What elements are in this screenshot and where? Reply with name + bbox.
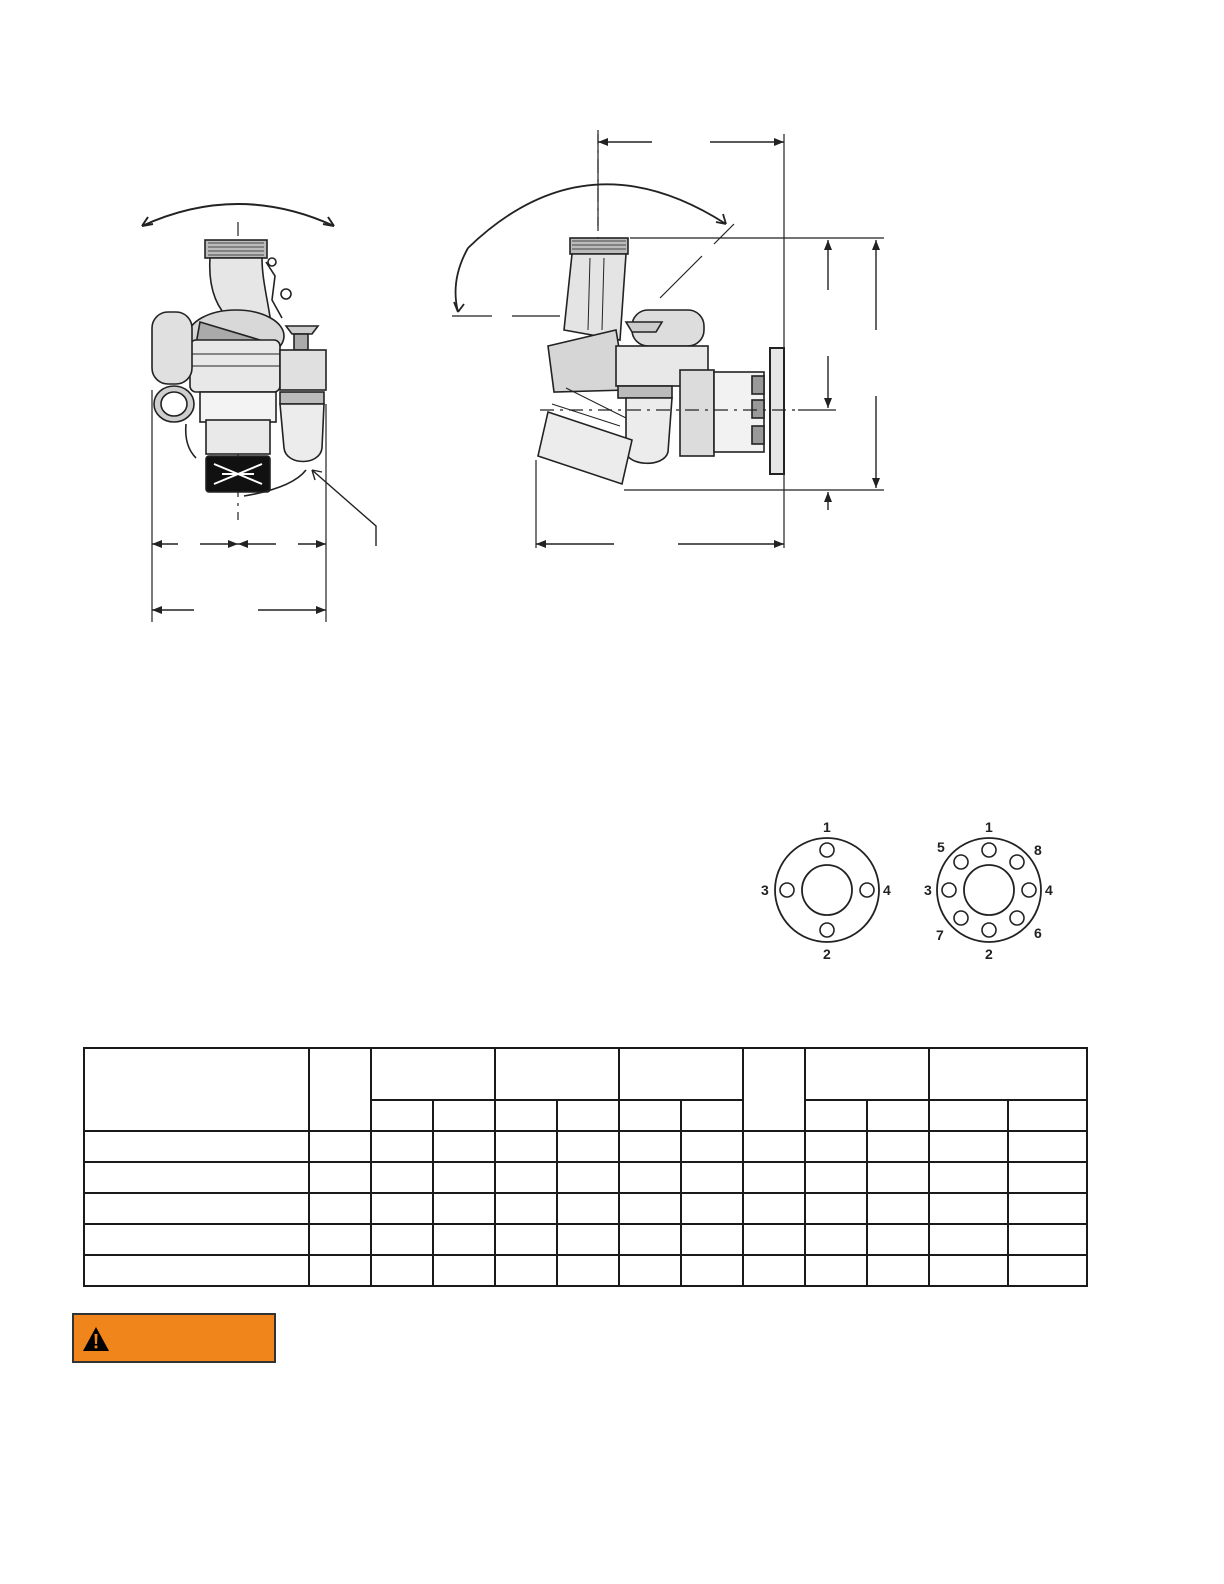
bolt-label-8: 8 — [1034, 842, 1042, 858]
table-cell — [309, 1224, 371, 1255]
table-cell — [619, 1162, 681, 1193]
table-cell — [1008, 1131, 1087, 1162]
table-subheader-cell — [929, 1100, 1008, 1131]
flange-8-bolt-diagram — [924, 819, 1053, 962]
table-cell — [84, 1224, 309, 1255]
table-cell — [681, 1162, 743, 1193]
table-cell — [681, 1193, 743, 1224]
table-header-row — [84, 1048, 1087, 1100]
table-cell — [1008, 1255, 1087, 1286]
table-cell — [433, 1193, 495, 1224]
table-cell — [929, 1162, 1008, 1193]
table-cell — [929, 1193, 1008, 1224]
table-cell — [309, 1255, 371, 1286]
table-subheader-cell — [495, 1100, 557, 1131]
table-cell — [309, 1131, 371, 1162]
table-cell — [371, 1162, 433, 1193]
table-subheader-cell — [805, 1100, 867, 1131]
table-row — [84, 1193, 1087, 1224]
table-cell — [1008, 1224, 1087, 1255]
table-cell — [433, 1255, 495, 1286]
table-cell — [495, 1193, 557, 1224]
table-header-cell — [84, 1048, 309, 1131]
bolt-label-2: 2 — [985, 946, 993, 962]
table-cell — [84, 1162, 309, 1193]
table-cell — [84, 1255, 309, 1286]
table-header-cell — [309, 1048, 371, 1131]
table-cell — [84, 1131, 309, 1162]
table-subheader-cell — [433, 1100, 495, 1131]
table-subheader-cell — [619, 1100, 681, 1131]
table-row — [84, 1162, 1087, 1193]
table-cell — [681, 1255, 743, 1286]
bolt-label-3: 3 — [924, 882, 932, 898]
bolt-label-1: 1 — [823, 819, 831, 835]
table-cell — [681, 1131, 743, 1162]
table-cell — [557, 1193, 619, 1224]
bolt-label-5: 5 — [937, 839, 945, 855]
table-header-cell — [743, 1048, 805, 1131]
table-cell — [371, 1224, 433, 1255]
table-header-cell — [371, 1048, 495, 1100]
flange-4-bolt-diagram — [761, 819, 891, 962]
table-cell — [495, 1255, 557, 1286]
table-header-cell — [929, 1048, 1087, 1100]
table-cell — [371, 1255, 433, 1286]
table-row — [84, 1224, 1087, 1255]
table-cell — [371, 1193, 433, 1224]
table-cell — [84, 1193, 309, 1224]
table-cell — [929, 1255, 1008, 1286]
monitor-front-view-drawing — [142, 204, 376, 622]
monitor-side-view-drawing — [452, 130, 884, 548]
table-cell — [867, 1131, 929, 1162]
table-cell — [743, 1224, 805, 1255]
table-body — [84, 1131, 1087, 1286]
table-subheader-cell — [1008, 1100, 1087, 1131]
table-row — [84, 1131, 1087, 1162]
table-cell — [805, 1224, 867, 1255]
table-cell — [557, 1131, 619, 1162]
table-cell — [557, 1162, 619, 1193]
table-header-cell — [805, 1048, 929, 1100]
bolt-label-7: 7 — [936, 927, 944, 943]
table-cell — [495, 1131, 557, 1162]
table-cell — [1008, 1193, 1087, 1224]
table-subheader-cell — [681, 1100, 743, 1131]
bolt-label-3: 3 — [761, 882, 769, 898]
table-cell — [929, 1131, 1008, 1162]
table-cell — [1008, 1162, 1087, 1193]
table-header-cell — [619, 1048, 743, 1100]
table-cell — [309, 1162, 371, 1193]
bolt-label-4: 4 — [1045, 882, 1053, 898]
table-cell — [433, 1131, 495, 1162]
table-cell — [805, 1255, 867, 1286]
bolt-label-1: 1 — [985, 819, 993, 835]
bolt-label-6: 6 — [1034, 925, 1042, 941]
warning-triangle-icon — [82, 1326, 110, 1352]
table-cell — [619, 1131, 681, 1162]
table-row — [84, 1255, 1087, 1286]
table-cell — [495, 1224, 557, 1255]
table-cell — [681, 1224, 743, 1255]
table-header-cell — [495, 1048, 619, 1100]
table-cell — [557, 1255, 619, 1286]
table-cell — [619, 1255, 681, 1286]
table-cell — [743, 1162, 805, 1193]
table-cell — [371, 1131, 433, 1162]
table-cell — [433, 1162, 495, 1193]
table-cell — [805, 1131, 867, 1162]
warning-banner — [72, 1313, 276, 1363]
table-cell — [867, 1224, 929, 1255]
table-cell — [743, 1131, 805, 1162]
table-cell — [743, 1193, 805, 1224]
table-subheader-cell — [557, 1100, 619, 1131]
table-cell — [867, 1255, 929, 1286]
table-subheader-cell — [371, 1100, 433, 1131]
table-cell — [619, 1224, 681, 1255]
table-cell — [619, 1193, 681, 1224]
bolt-label-2: 2 — [823, 946, 831, 962]
table-subheader-cell — [867, 1100, 929, 1131]
bolt-label-4: 4 — [883, 882, 891, 898]
table-cell — [867, 1162, 929, 1193]
table-cell — [557, 1224, 619, 1255]
dimension-table — [83, 1047, 1088, 1287]
table-cell — [929, 1224, 1008, 1255]
table-cell — [743, 1255, 805, 1286]
table-cell — [433, 1224, 495, 1255]
table-cell — [805, 1162, 867, 1193]
table-cell — [867, 1193, 929, 1224]
table-cell — [495, 1162, 557, 1193]
table-cell — [309, 1193, 371, 1224]
table-cell — [805, 1193, 867, 1224]
